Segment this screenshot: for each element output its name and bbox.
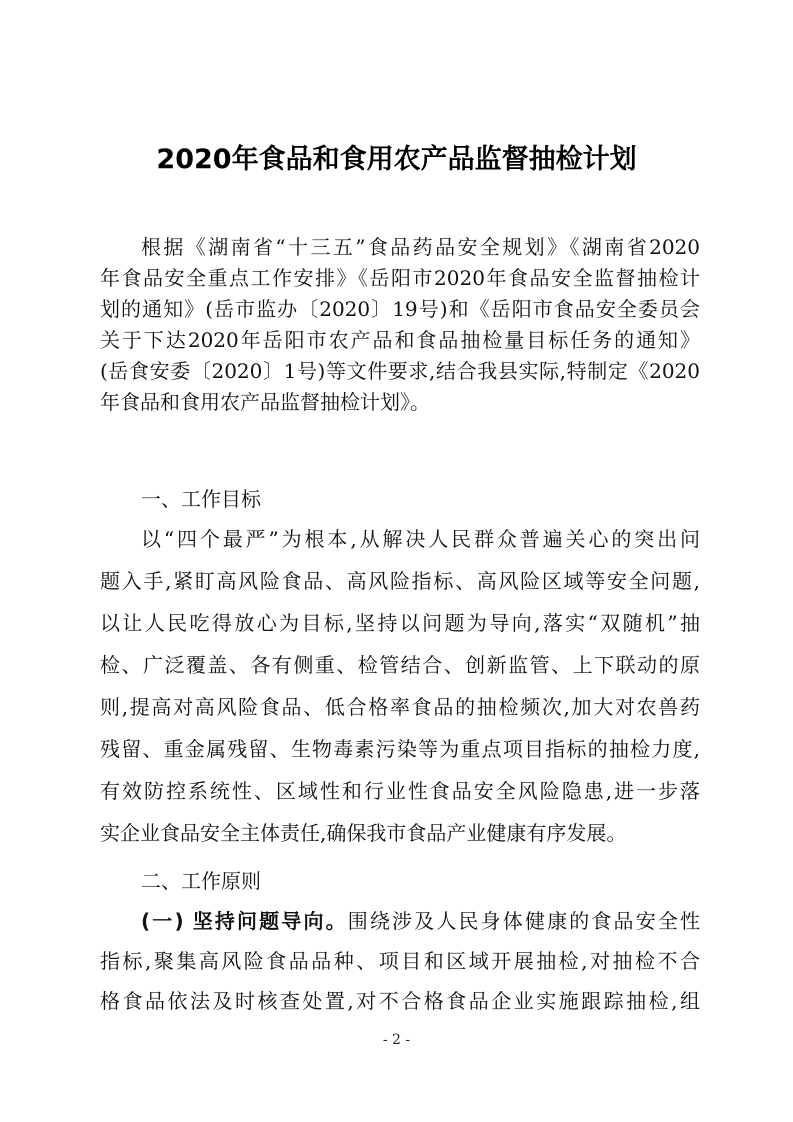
section1-line: 题入手,紧盯高风险食品、高风险指标、高风险区域等安全问题, — [100, 569, 700, 593]
section1-line: 以让人民吃得放心为目标,坚持以问题为导向,落实“双随机”抽 — [100, 611, 700, 635]
intro-line: 划的通知》(岳市监办〔2020〕19号)和《岳阳市食品安全委员会 — [100, 297, 700, 321]
section1-line: 检、广泛覆盖、各有侧重、检管结合、创新监管、上下联动的原 — [100, 653, 700, 677]
intro-line: (岳食安委〔2020〕1号)等文件要求,结合我县实际,特制定《2020 — [100, 359, 700, 383]
intro-line: 年食品和食用农产品监督抽检计划》。 — [100, 390, 430, 414]
section1-line: 则,提高对高风险食品、低合格率食品的抽检频次,加大对农兽药 — [100, 695, 700, 719]
section-heading: 一、工作目标 — [141, 487, 261, 511]
section-heading: 二、工作原则 — [141, 869, 261, 893]
intro-line: 年食品安全重点工作安排》《岳阳市2020年食品安全监督抽检计 — [100, 266, 700, 290]
document-title: 2020年食品和食用农产品监督抽检计划 — [156, 144, 637, 175]
section1-line: 有效防控系统性、区域性和行业性食品安全风险隐患,进一步落 — [100, 779, 700, 803]
section2-item1-first-line — [141, 906, 700, 936]
page-number: - 2 - — [382, 1032, 411, 1048]
section1-line: 实企业食品安全主体责任,确保我市食品产业健康有序发展。 — [100, 821, 627, 845]
intro-line: 根据《湖南省“十三五”食品药品安全规划》《湖南省2020 — [141, 235, 700, 259]
section2-line: 指标,聚集高风险食品品种、项目和区域开展抽检,对抽检不合 — [100, 949, 700, 973]
item-label: (一) 坚持问题导向。 — [141, 909, 348, 933]
intro-line: 关于下达2020年岳阳市农产品和食品抽检量目标任务的通知》 — [100, 328, 700, 352]
section2-line: 格食品依法及时核查处置,对不合格食品企业实施跟踪抽检,组 — [100, 989, 700, 1013]
section1-line: 以“四个最严”为根本,从解决人民群众普遍关心的突出问 — [141, 527, 700, 551]
section1-line: 残留、重金属残留、生物毒素污染等为重点项目指标的抽检力度, — [100, 737, 700, 761]
item-text: 围绕涉及人民身体健康的食品安全性 — [347, 909, 700, 933]
